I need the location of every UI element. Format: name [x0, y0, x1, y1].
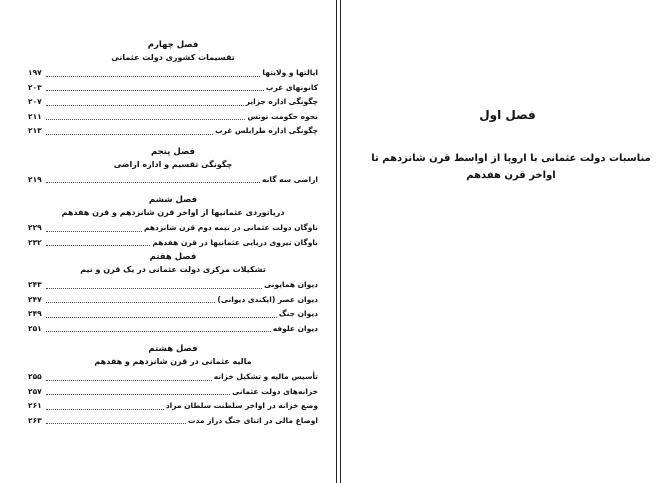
toc-section: [28, 252, 318, 336]
toc-entry: [28, 385, 318, 400]
leader-dots: [46, 76, 260, 77]
toc-entry-text: دیوان عصر (ایکندی دیوانی): [217, 294, 318, 304]
toc-entry: [28, 81, 318, 96]
toc-page-number: ۲۲۹: [28, 223, 42, 232]
toc-page-number: ۲۴۹: [28, 309, 42, 318]
leader-dots: [46, 105, 244, 106]
leader-dots: [46, 134, 213, 135]
toc-entry-text: وضع خزانه در اواخر سلطنت سلطان مراد: [165, 401, 318, 410]
toc-entry-text: کانونهای غرب: [265, 82, 318, 92]
toc-entry-text: چگونگی اداره طرابلس غرب: [215, 126, 318, 135]
leader-dots: [46, 119, 245, 120]
chapter-description-line: مناسبات دولت عثمانی با اروپا از اواسط قرن شانزدهم تا: [371, 153, 651, 164]
toc-entry-text: چگونگی اداره جزایر: [245, 97, 318, 106]
toc-page-number: ۲۶۱: [28, 401, 42, 410]
chapter-subtitle: مالیه عثمانی در قرن شانزدهم و هفدهم: [94, 357, 252, 366]
toc-page-number: ۱۹۷: [28, 68, 42, 77]
toc-entry: [28, 110, 318, 125]
leader-dots: [46, 231, 142, 232]
toc-entry: [28, 414, 318, 429]
chapter-title: فصل هفتم: [149, 252, 197, 262]
chapter-description: [366, 150, 656, 184]
leader-dots: [46, 302, 215, 303]
toc-entry-text: اراضی سه گانه: [262, 174, 318, 184]
right-page: [344, 0, 671, 483]
toc-page-number: ۲۵۵: [28, 372, 42, 381]
chapter-title: فصل پنجم: [151, 146, 195, 157]
chapter-title: فصل هشتم: [148, 344, 198, 354]
leader-dots: [46, 288, 262, 289]
leader-dots: [46, 90, 264, 91]
toc-entry: [28, 173, 318, 188]
leader-dots: [46, 245, 150, 246]
toc-entry-text: دیوان همایونی: [264, 280, 318, 289]
toc-page-number: ۲۱۳: [28, 126, 42, 135]
toc-page-number: ۲۰۳: [28, 82, 42, 92]
page-gutter-line: [336, 0, 337, 483]
toc-entry: [28, 66, 318, 81]
toc-entry-text: ناوگان دولت عثمانی در نیمه دوم قرن شانزدهم: [143, 223, 318, 232]
toc-page-number: ۲۵۷: [28, 386, 42, 396]
toc-section: [28, 147, 318, 188]
toc-entry: [28, 236, 318, 251]
toc-entry: [28, 370, 318, 385]
toc-section: [28, 344, 318, 428]
toc-entry-text: نحوه حکومت تونس: [247, 111, 318, 121]
toc-entry: [28, 322, 318, 337]
toc-entry: [28, 399, 318, 414]
toc-page-number: ۲۴۷: [28, 294, 42, 304]
leader-dots: [46, 394, 230, 395]
leader-dots: [46, 317, 277, 318]
toc-entry: [28, 221, 318, 236]
toc-entry: [28, 124, 318, 139]
chapter-subtitle: چگونگی تقسیم و اداره اراضی: [113, 159, 233, 169]
toc-page-number: ۲۱۱: [28, 111, 42, 121]
toc-section: [28, 195, 318, 250]
chapter-subtitle: تقسیمات کشوری دولت عثمانی: [111, 53, 235, 62]
toc-page-number: ۲۶۳: [28, 415, 42, 425]
chapter-subtitle: دریانوردی عثمانیها از اواخر قرن شانزدهم و قرن هفدهم: [61, 208, 285, 217]
toc-page-number: ۲۵۱: [28, 323, 42, 333]
leader-dots: [46, 423, 186, 424]
toc-page-number: ۲۰۷: [28, 97, 42, 106]
toc-entry-text: ایالتها و ولایتها: [262, 68, 318, 77]
toc-entry: [28, 278, 318, 293]
toc-entry: [28, 95, 318, 110]
table-of-contents: [28, 38, 318, 428]
chapter-description-line: اواخر قرن هفدهم: [466, 170, 556, 181]
chapter-title: فصل چهارم: [147, 40, 199, 50]
toc-section: [28, 40, 318, 139]
toc-entry-text: دیوان جنگ: [278, 309, 318, 318]
page-gutter-line: [340, 0, 341, 483]
toc-entry-text: ناوگان نیروی دریایی عثمانیها در قرن هفدهم: [152, 237, 318, 247]
toc-entry-text: دیوان علوفه: [272, 323, 318, 333]
toc-page-number: ۲۱۹: [28, 174, 42, 184]
toc-entry-text: تأسیس مالیه و تشکیل خزانه: [213, 372, 318, 381]
toc-page-number: ۲۴۳: [28, 280, 42, 289]
leader-dots: [46, 182, 260, 183]
chapter-subtitle: تشکیلات مرکزی دولت عثمانی در یک قرن و نیم: [80, 265, 266, 274]
toc-entry: [28, 293, 318, 308]
toc-entry: [28, 307, 318, 322]
leader-dots: [46, 409, 164, 410]
chapter-heading: فصل اول: [479, 108, 536, 122]
chapter-title: فصل ششم: [148, 195, 198, 205]
toc-entry-text: اوضاع مالی در اثنای جنگ دراز مدت: [188, 415, 318, 425]
toc-entry-text: خزانه‌های دولت عثمانی: [232, 386, 318, 396]
leader-dots: [46, 331, 271, 332]
leader-dots: [46, 380, 212, 381]
toc-page-number: ۲۳۲: [28, 237, 42, 247]
